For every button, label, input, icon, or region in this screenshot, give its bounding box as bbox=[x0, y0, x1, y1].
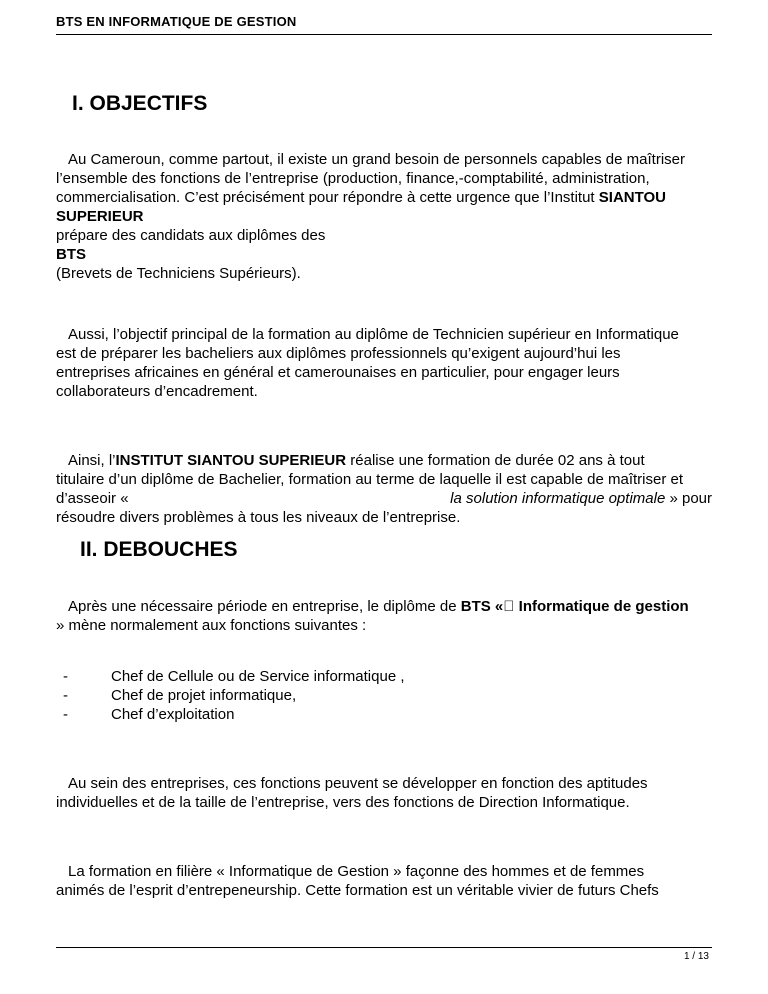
text-line: résoudre divers problèmes à tous les niveaux de l’entreprise. bbox=[56, 509, 461, 526]
text-line: individuelles et de la taille de l’entreprise, vers des fonctions de Direction Informatique. bbox=[56, 794, 630, 811]
section-heading-objectifs: I. OBJECTIFS bbox=[72, 92, 208, 115]
list-item: - Chef d’exploitation bbox=[63, 706, 235, 723]
paragraph-debouches-1 bbox=[56, 597, 712, 635]
header-divider bbox=[56, 34, 712, 35]
footer-divider bbox=[56, 947, 712, 948]
text-line: Au sein des entreprises, ces fonctions peuvent se développer en fonction des aptitudes bbox=[68, 775, 648, 792]
text-line: collaborateurs d’encadrement. bbox=[56, 383, 258, 400]
paragraph-objectifs-1 bbox=[56, 150, 712, 283]
text-line: commercialisation. C’est précisément pour répondre à cette urgence que l’Institut SIANTOU bbox=[56, 189, 667, 206]
list-item: - Chef de projet informatique, bbox=[63, 687, 297, 704]
text-line: SUPERIEUR bbox=[56, 208, 144, 225]
paragraph-debouches-3 bbox=[56, 862, 712, 900]
page-number: 1 / 13 bbox=[683, 951, 709, 962]
paragraph-debouches-2 bbox=[56, 774, 712, 812]
text-line: entreprises africaines en général et camerounaises en particulier, pour engager leurs bbox=[56, 364, 620, 381]
text-line: Aussi, l’objectif principal de la formation au diplôme de Technicien supérieur en Informatique bbox=[68, 326, 679, 343]
text-line: animés de l’esprit d’entrepeneurship. Cette formation est un véritable vivier de futurs Chefs bbox=[56, 882, 659, 899]
text-line: BTS bbox=[56, 246, 86, 263]
section-heading-debouches: II. DEBOUCHES bbox=[80, 538, 238, 561]
text-line: d’asseoir « la solution informatique optimale » pour bbox=[56, 490, 712, 507]
running-header: BTS EN INFORMATIQUE DE GESTION bbox=[56, 14, 297, 29]
text-line: prépare des candidats aux diplômes des bbox=[56, 227, 326, 244]
text-line: est de préparer les bacheliers aux diplômes professionnels qu’exigent aujourd’hui les bbox=[56, 345, 621, 362]
text-line: (Brevets de Techniciens Supérieurs). bbox=[56, 265, 301, 282]
text-line: Ainsi, l’INSTITUT SIANTOU SUPERIEUR réalise une formation de durée 02 ans à tout bbox=[68, 452, 645, 469]
text-line: Après une nécessaire période en entreprise, le diplôme de BTS «  Informatique de gestion bbox=[68, 598, 689, 615]
text-line: titulaire d’un diplôme de Bachelier, formation au terme de laquelle il est capable de maîtriser et bbox=[56, 471, 684, 488]
text-line: l’ensemble des fonctions de l’entreprise (production, finance,-comptabilité, administration, bbox=[56, 170, 650, 187]
text-line: La formation en filière « Informatique de Gestion » façonne des hommes et de femmes bbox=[68, 863, 645, 880]
list-item: - Chef de Cellule ou de Service informatique , bbox=[63, 668, 405, 685]
text-line: Au Cameroun, comme partout, il existe un grand besoin de personnels capables de maîtriser bbox=[68, 151, 685, 168]
job-list bbox=[56, 667, 712, 724]
text-line: » mène normalement aux fonctions suivantes : bbox=[56, 617, 367, 634]
paragraph-objectifs-2 bbox=[56, 325, 712, 401]
paragraph-objectifs-3 bbox=[56, 451, 712, 527]
